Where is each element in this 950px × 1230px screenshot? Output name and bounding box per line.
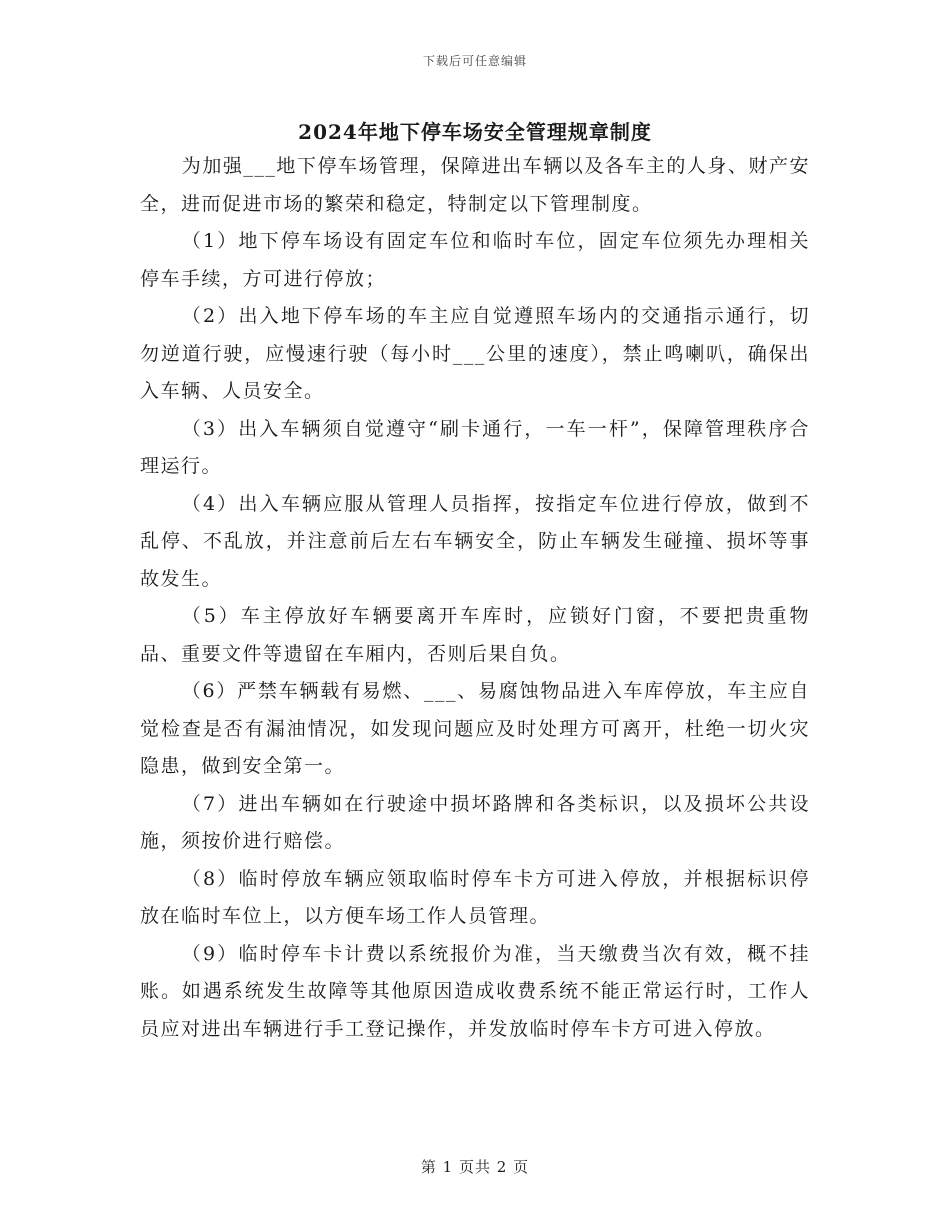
document-title: 2024年地下停车场安全管理规章制度 [298, 120, 652, 144]
document-body [140, 148, 810, 1048]
rule-paragraph-2: （2）出入地下停车场的车主应自觉遵照车场内的交通指示通行，切勿逆道行驶，应慢速行驶（每小时___公里的速度），禁止鸣喇叭，确保出入车辆、人员安全。 [140, 305, 810, 402]
intro-paragraph: 为加强___地下停车场管理，保障进出车辆以及各车主的人身、财产安全，进而促进市场的繁荣和稳定，特制定以下管理制度。 [140, 155, 810, 215]
page-header: 下载后可任意编辑 [422, 54, 527, 68]
rule-paragraph-9: （9）临时停车卡计费以系统报价为准，当天缴费当次有效，概不挂账。如遇系统发生故障等其他原因造成收费系统不能正常运行时，工作人员应对进出车辆进行手工登记操作，并发放临时停车卡方可进入停放。 [140, 942, 810, 1040]
rule-paragraph-5: （5）车主停放好车辆要离开车库时，应锁好门窗，不要把贵重物品、重要文件等遗留在车厢内，否则后果自负。 [140, 605, 810, 665]
rule-paragraph-1: （1）地下停车场设有固定车位和临时车位，固定车位须先办理相关停车手续，方可进行停放； [140, 230, 810, 290]
rule-paragraph-3: （3）出入车辆须自觉遵守“刷卡通行，一车一杆”，保障管理秩序合理运行。 [140, 417, 810, 477]
rule-paragraph-6: （6）严禁车辆载有易燃、___、易腐蚀物品进入车库停放，车主应自觉检查是否有漏油情况，如发现问题应及时处理方可离开，杜绝一切火灾隐患，做到安全第一。 [140, 680, 810, 777]
page-number: 第 1 页共 2 页 [420, 1158, 530, 1176]
rule-paragraph-8: （8）临时停放车辆应领取临时停车卡方可进入停放，并根据标识停放在临时车位上，以方便车场工作人员管理。 [140, 867, 810, 927]
rule-paragraph-4: （4）出入车辆应服从管理人员指挥，按指定车位进行停放，做到不乱停、不乱放，并注意前后左右车辆安全，防止车辆发生碰撞、损坏等事故发生。 [140, 492, 810, 590]
rule-paragraph-7: （7）进出车辆如在行驶途中损坏路牌和各类标识，以及损坏公共设施，须按价进行赔偿。 [140, 792, 810, 852]
